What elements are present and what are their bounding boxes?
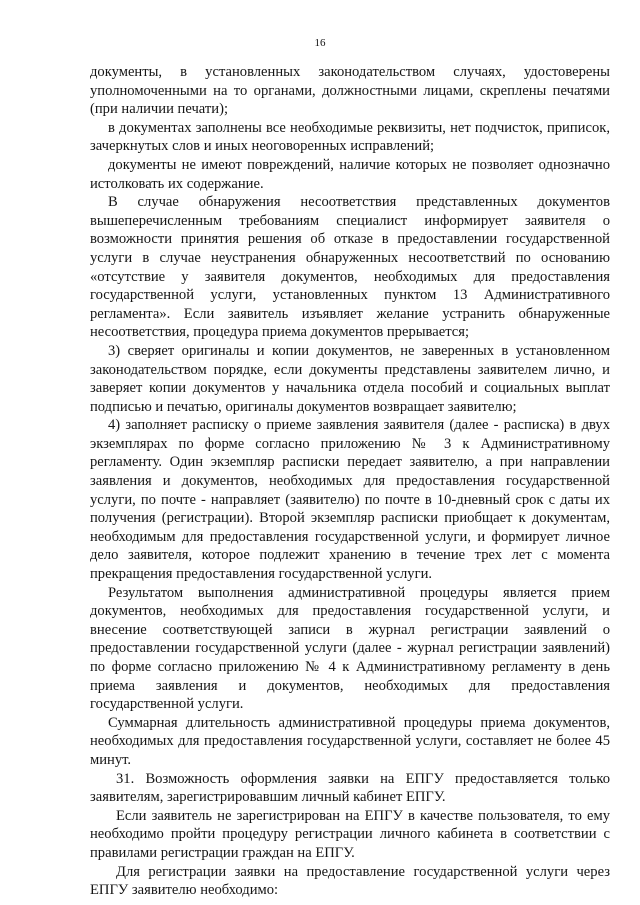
paragraph-procedure-result: Результатом выполнения административной процедуры является прием документов, необходимых для предоставления государственной услуги, и внесение соответствующей записи в журнал регистрации заявлений о предоставлении государственной услуги (далее - журнал регистрации заявлений) по форме согласно приложению № 4 к Административному регламенту в день приема заявления и документов, необходимых для предоставления государственной услуги. [90,584,610,713]
paragraph-no-damage: документы не имеют повреждений, наличие которых не позволяет однозначно истолковать их содержание. [90,156,610,192]
paragraph-documents-certified: документы, в установленных законодательством случаях, удостоверены уполномоченными на то органами, должностными лицами, скреплены печатями (при наличии печати); [90,64,610,118]
page-number: 16 [314,37,326,49]
paragraph-registration-steps-intro: Для регистрации заявки на предоставление государственной услуги через ЕПГУ заявителю необходимо: [90,863,610,899]
paragraph-section-31: 31. Возможность оформления заявки на ЕПГУ предоставляется только заявителям, зарегистрировавшим личный кабинет ЕПГУ. [90,770,610,806]
paragraph-item-4-receipt: 4) заполняет расписку о приеме заявления заявителя (далее - расписка) в двух экземплярах по форме согласно приложению № 3 к Административному регламенту. Один экземпляр расписки передает заявителю, а при направлении заявления и документов, необходимых для предоставления государственной услуги, по почте - направляет (заявителю) по почте в 10-дневный срок с даты их получения (регистрации). Второй экземпляр расписки приобщает к документам, необходимым для предоставления государственной услуги, и формирует личное дело заявителя, которое подлежит хранению в течение трех лет с момента прекращения предоставления государственной услуги. [90,417,610,583]
paragraph-procedure-duration: Суммарная длительность административной процедуры приема документов, необходимых для предоставления государственной услуги, составляет не более 45 минут. [90,714,610,768]
paragraph-mismatch-case: В случае обнаружения несоответствия представленных документов вышеперечисленным требованиям специалист информирует заявителя о возможности принятия решения об отказе в предоставлении государственной услуги в случае неустранения обнаруженных несоответствий по основанию «отсутствие у заявителя документов, необходимых для предоставления государственной услуги, установленных пунктом 13 Административного регламента». Если заявитель изъявляет желание устранить обнаруженные несоответствия, процедура приема документов прерывается; [90,194,610,341]
paragraph-requisites-filled: в документах заполнены все необходимые реквизиты, нет подчисток, приписок, зачеркнутых слов и иных неоговоренных исправлений; [90,119,610,155]
paragraph-registration-required: Если заявитель не зарегистрирован на ЕПГУ в качестве пользователя, то ему необходимо пройти процедуру регистрации личного кабинета в соответствии с правилами регистрации граждан на ЕПГУ. [90,807,610,861]
paragraph-item-3-verify-copies: 3) сверяет оригиналы и копии документов, не заверенных в установленном законодательством порядке, если документы представлены заявителем лично, и заверяет копии документов у начальника отдела пособий и социальных выплат подписью и печатью, оригиналы документов возвращает заявителю; [90,342,610,415]
document-body [90,63,610,900]
